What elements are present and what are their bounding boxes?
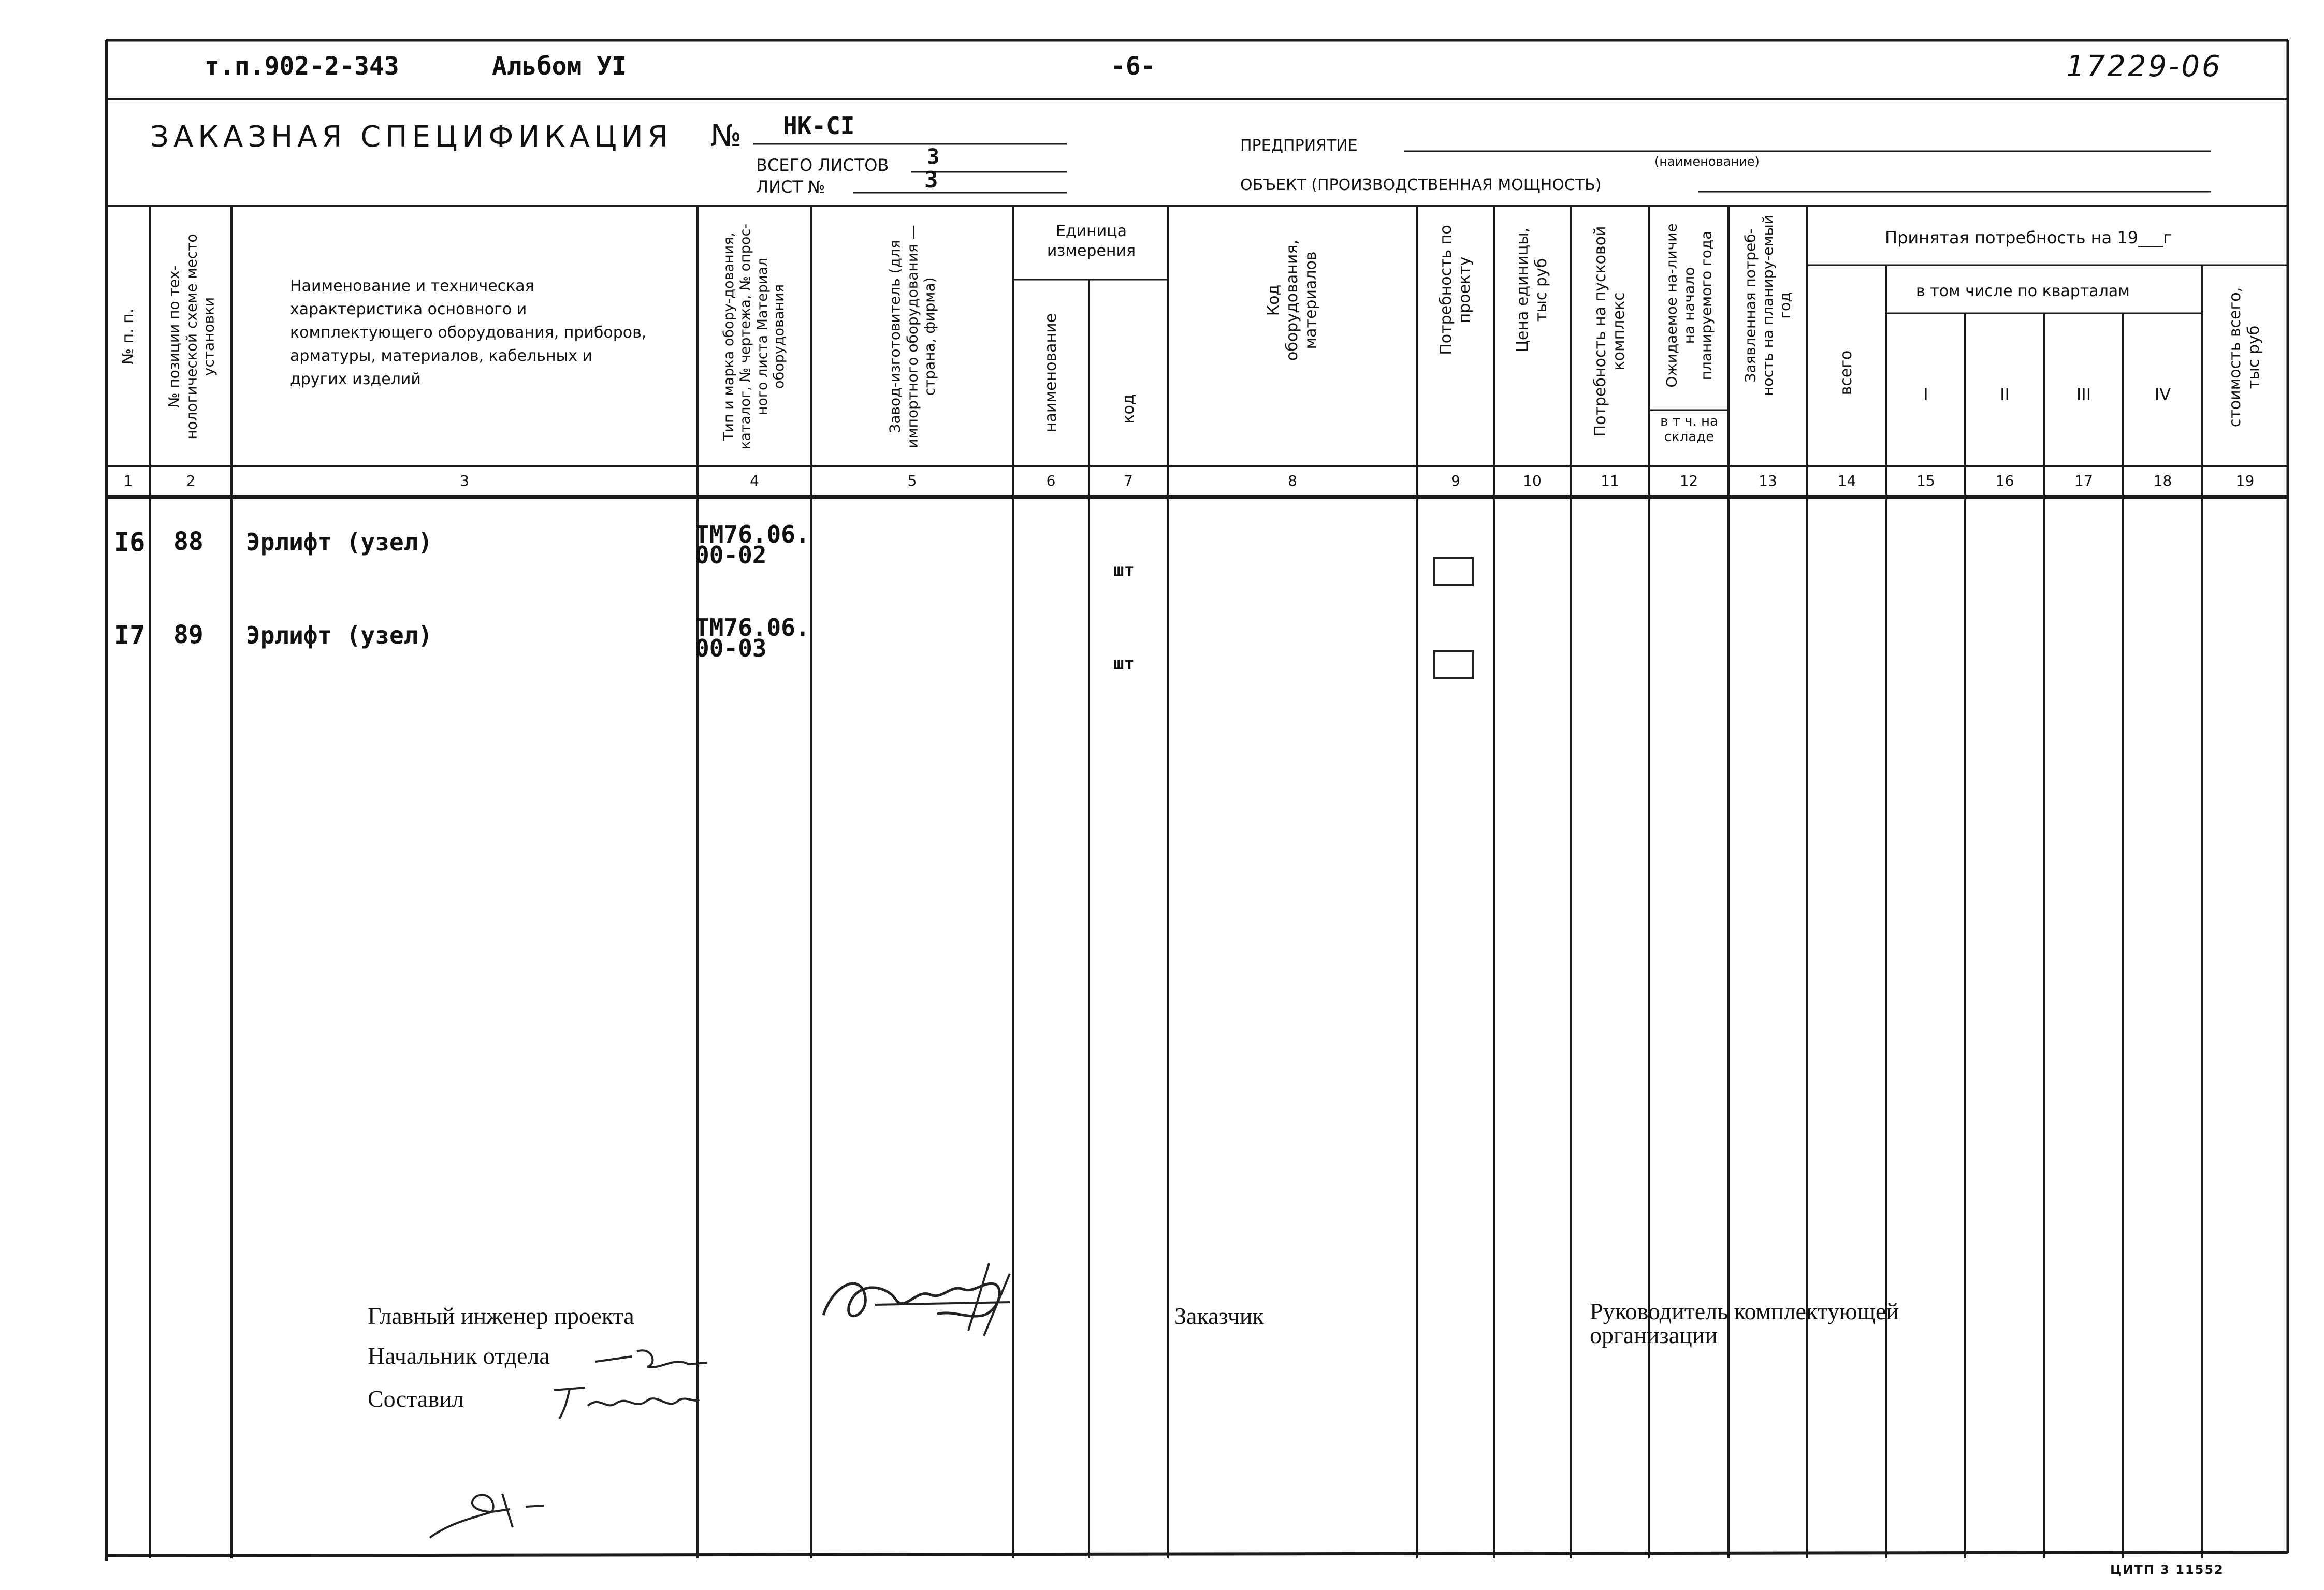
col-number: 2 [186, 472, 196, 489]
col-number: 10 [1523, 472, 1542, 489]
col-number: 14 [1837, 472, 1856, 489]
col-number: 17 [2074, 472, 2093, 489]
col-number: 5 [907, 472, 917, 489]
col-19-header: стоимость всего, тыс руб [2226, 287, 2263, 428]
col-number: 8 [1288, 472, 1297, 489]
sheet-number-label: ЛИСТ № [756, 177, 825, 197]
col-4-header: Тип и марка обору-дования, каталог, № чертежа, № опрос-ного листа Материал оборудования [721, 223, 788, 450]
col-5-header: Завод-изготовитель (для импортного оборудования —страна, фирма) [886, 225, 938, 448]
col-1-header: № п. п. [119, 308, 137, 365]
document-number: 17229-06 [2066, 50, 2223, 83]
initials-signature [419, 1481, 554, 1548]
page-number: -6- [1111, 52, 1156, 81]
document-title: ЗАКАЗНАЯ СПЕЦИФИКАЦИЯ [150, 120, 673, 154]
row-number: I6 [114, 527, 146, 557]
col-number: 1 [123, 472, 133, 489]
col-3-header: Наименование и техническая характеристика основного и комплектующего оборудования, приборов, арматуры, материалов, кабельных и других изделий [290, 277, 647, 388]
col-15-header: I [1923, 385, 1928, 404]
col-number: 11 [1601, 472, 1619, 489]
chief-engineer-signature [813, 1253, 1030, 1356]
col-number: 18 [2153, 472, 2172, 489]
customer-label: Заказчик [1174, 1303, 1264, 1329]
accepted-need-group-header: Принятая потребность на 19___г [1885, 228, 2172, 247]
col-unit-group-header: Единица измерения [1047, 222, 1136, 260]
album-label: Альбом УІ [492, 52, 627, 81]
department-head-signature [585, 1341, 709, 1377]
col-number: 3 [460, 472, 469, 489]
col-17-header: III [2076, 385, 2091, 404]
compiled-by-signature [539, 1375, 704, 1426]
enterprise-caption: (наименование) [1654, 154, 1760, 169]
supplier-head-label [1590, 1300, 1899, 1347]
col-11-header: Потребность на пусковой комплекс [1591, 226, 1628, 437]
row-type-code-line2: 00-03 [695, 634, 767, 662]
row-type-code [695, 520, 810, 569]
spec-number-label: № [710, 118, 742, 153]
col-number: 12 [1679, 472, 1698, 489]
col-number: 15 [1916, 472, 1935, 489]
department-head-label: Начальник отдела [368, 1343, 550, 1369]
col-16-header: II [2000, 385, 2010, 404]
col-number: 19 [2235, 472, 2255, 489]
total-sheets-value: 3 [927, 145, 940, 169]
supplier-head-line1: Руководитель комплектующей [1590, 1298, 1899, 1324]
chief-engineer-label: Главный инженер проекта [368, 1303, 634, 1329]
supplier-head-line2: организации [1590, 1322, 1718, 1348]
col-12-header: Ожидаемое на-личие на начало планируемого года [1663, 223, 1715, 388]
col-12-subheader: в т ч. на складе [1660, 414, 1718, 445]
col-number: 6 [1046, 472, 1056, 489]
sheet-number-value: 3 [924, 167, 938, 193]
project-reference: т.п.902-2-343 [205, 52, 399, 81]
col-number: 7 [1124, 472, 1133, 489]
col-13-header: Заявленная потреб-ность на планиру-емый год [1741, 215, 1794, 396]
row-type-code [695, 614, 810, 662]
row-type-code-line1: ТМ76.06. [695, 520, 810, 548]
col-10-header: Цена единицы, тыс руб [1514, 227, 1550, 353]
col-8-header: Код оборудования, материалов [1265, 240, 1320, 361]
col-number: 9 [1451, 472, 1460, 489]
row-position: 88 [173, 527, 204, 556]
col-number: 13 [1759, 472, 1777, 489]
spec-number-value: НК-СІ [783, 112, 855, 140]
col-2-header: № позиции по тех-нологической схеме место установки [165, 234, 217, 440]
row-type-code-line2: 00-02 [695, 541, 767, 569]
total-sheets-label: ВСЕГО ЛИСТОВ [756, 155, 889, 175]
col-number: 16 [1995, 472, 2014, 489]
print-stamp: ЦИТП 3 11552 [2110, 1563, 2224, 1577]
col-14-header: всего [1837, 350, 1855, 396]
row-item-name: Эрлифт (узел) [246, 528, 433, 556]
col-9-header: Потребность по проекту [1437, 225, 1474, 355]
object-label: ОБЪЕКТ (ПРОИЗВОДСТВЕННАЯ МОЩНОСТЬ) [1240, 176, 1602, 194]
col-6-header: наименование [1042, 313, 1060, 433]
col-7-header: код [1120, 394, 1138, 424]
col-18-header: IV [2154, 385, 2171, 404]
row-type-code-line1: ТМ76.06. [695, 614, 810, 641]
row-unit-code: шт [1113, 560, 1135, 581]
quarters-group-header: в том числе по кварталам [1916, 282, 2130, 300]
row-need-box [1433, 650, 1474, 679]
row-need-box [1433, 557, 1474, 586]
row-unit-code: шт [1113, 653, 1135, 674]
enterprise-label: ПРЕДПРИЯТИЕ [1240, 137, 1358, 155]
col-number: 4 [750, 472, 759, 489]
compiled-by-label: Составил [368, 1385, 464, 1412]
row-number: I7 [114, 620, 146, 650]
row-item-name: Эрлифт (узел) [246, 621, 433, 649]
row-position: 89 [173, 620, 204, 649]
